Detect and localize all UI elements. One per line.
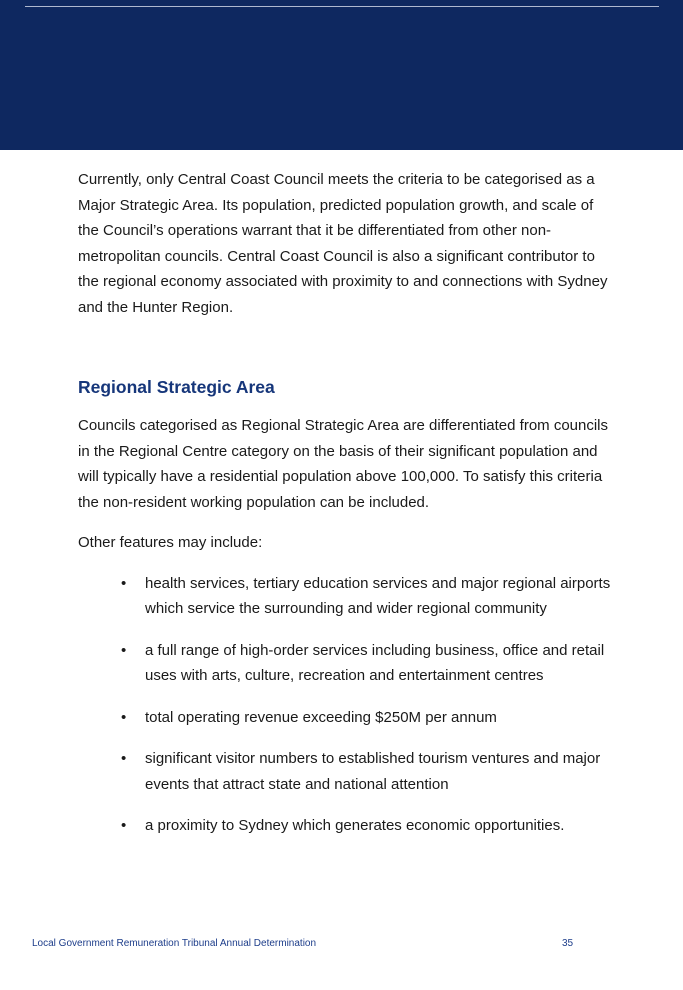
list-item-text: significant visitor numbers to established tourism ventures and major events that attract state and national attention <box>145 750 601 793</box>
footer-title: Local Government Remuneration Tribunal Annual Determination <box>32 938 317 949</box>
list-item <box>121 705 618 731</box>
features-intro: Other features may include: <box>78 534 263 551</box>
list-item <box>121 813 618 839</box>
features-list <box>78 571 618 839</box>
banner-divider-line <box>25 6 659 7</box>
header-banner <box>0 0 683 150</box>
list-item <box>121 638 618 689</box>
list-item-text: total operating revenue exceeding $250M per annum <box>145 708 497 726</box>
bullet-icon: • <box>121 574 127 592</box>
section-heading: Regional Strategic Area <box>78 377 275 397</box>
intro-paragraph: Currently, only Central Coast Council meets the criteria to be categorised as a Major Strategic Area. Its population, predicted population growth, and scale of the Council’s operations warrant that it be differentiated from other non-metropolitan councils. Central Coast Council is also a significant contributor to the regional economy associated with proximity to and connections with Sydney and the Hunter Region. <box>78 171 608 316</box>
page-number: 35 <box>562 938 574 949</box>
bullet-icon: • <box>121 641 127 659</box>
bullet-icon: • <box>121 750 127 767</box>
list-item-text: a proximity to Sydney which generates economic opportunities. <box>145 817 565 834</box>
list-item <box>121 571 618 622</box>
bullet-icon: • <box>121 708 127 726</box>
page-content <box>78 167 618 855</box>
list-item <box>121 746 618 797</box>
bullet-icon: • <box>121 817 127 834</box>
list-item-text: a full range of high-order services including business, office and retail uses with arts, culture, recreation and entertainment centres <box>145 641 605 684</box>
section-paragraph: Councils categorised as Regional Strategic Area are differentiated from councils in the Regional Centre category on the basis of their significant population and will typically have a residential population above 100,000. To satisfy this criteria the non-resident working population can be included. <box>78 417 609 511</box>
list-item-text: health services, tertiary education services and major regional airports which service the surrounding and wider regional community <box>145 574 611 617</box>
